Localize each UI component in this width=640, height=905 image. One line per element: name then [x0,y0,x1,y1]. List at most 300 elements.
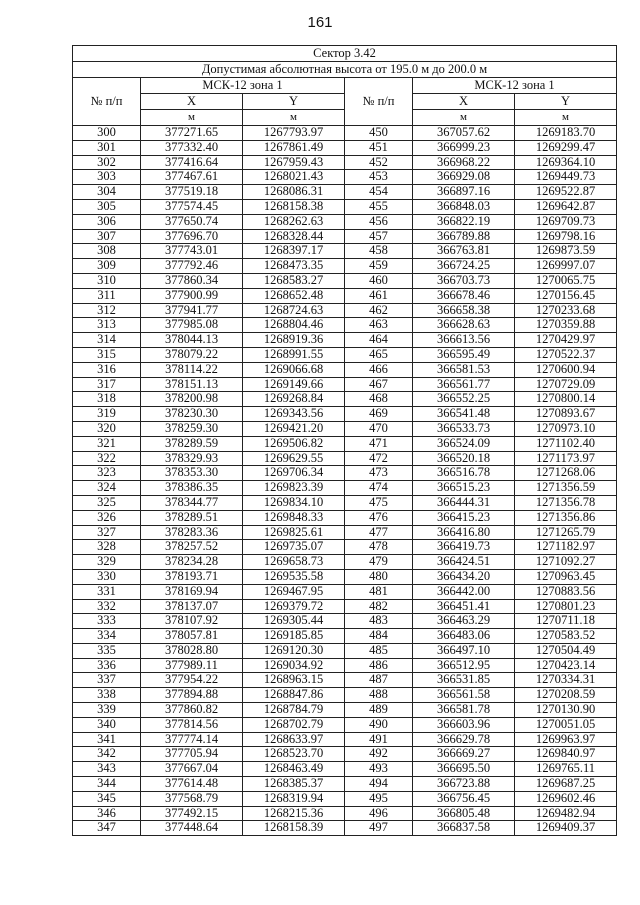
point-number-cell: 460 [345,273,413,288]
y-coordinate-cell: 1267861.49 [243,140,345,155]
point-number-cell: 329 [73,555,141,570]
unit-y-left: м [243,110,345,126]
table-row [73,244,617,259]
point-number-cell: 320 [73,421,141,436]
y-coordinate-cell: 1269840.97 [515,747,617,762]
y-coordinate-cell: 1268328.44 [243,229,345,244]
x-coordinate-cell: 377900.99 [141,288,243,303]
x-coordinate-cell: 366929.08 [413,170,515,185]
x-coordinate-cell: 378230.30 [141,407,243,422]
x-coordinate-cell: 378079.22 [141,347,243,362]
x-coordinate-cell: 377792.46 [141,259,243,274]
y-coordinate-cell: 1268633.97 [243,732,345,747]
x-coordinate-cell: 378353.30 [141,466,243,481]
point-number-cell: 490 [345,717,413,732]
table-row [73,762,617,777]
y-coordinate-cell: 1270711.18 [515,614,617,629]
sector-title: Сектор 3.42 [73,46,617,62]
x-coordinate-cell: 366497.10 [413,643,515,658]
point-number-cell: 476 [345,510,413,525]
y-coordinate-cell: 1268473.35 [243,259,345,274]
y-coordinate-cell: 1269149.66 [243,377,345,392]
y-coordinate-cell: 1271265.79 [515,525,617,540]
point-number-cell: 312 [73,303,141,318]
x-coordinate-cell: 377860.34 [141,273,243,288]
point-number-cell: 455 [345,199,413,214]
y-coordinate-cell: 1268784.79 [243,703,345,718]
y-coordinate-cell: 1267793.97 [243,126,345,141]
table-row [73,732,617,747]
point-number-cell: 344 [73,777,141,792]
x-coordinate-cell: 377860.82 [141,703,243,718]
point-number-cell: 484 [345,629,413,644]
y-coordinate-cell: 1269449.73 [515,170,617,185]
x-coordinate-cell: 366658.38 [413,303,515,318]
y-coordinate-cell: 1269658.73 [243,555,345,570]
y-coordinate-cell: 1268963.15 [243,673,345,688]
y-coordinate-cell: 1268158.38 [243,199,345,214]
x-coordinate-cell: 366516.78 [413,466,515,481]
y-coordinate-cell: 1268804.46 [243,318,345,333]
point-number-cell: 489 [345,703,413,718]
point-number-cell: 309 [73,259,141,274]
y-coordinate-cell: 1270051.05 [515,717,617,732]
x-coordinate-cell: 377650.74 [141,214,243,229]
x-coordinate-cell: 378289.59 [141,436,243,451]
x-coordinate-cell: 366434.20 [413,569,515,584]
x-coordinate-cell: 378234.28 [141,555,243,570]
table-row [73,140,617,155]
table-row [73,614,617,629]
y-coordinate-cell: 1270801.23 [515,599,617,614]
table-row [73,510,617,525]
point-number-cell: 478 [345,540,413,555]
table-row [73,569,617,584]
x-coordinate-cell: 366603.96 [413,717,515,732]
x-header-left: X [141,94,243,110]
x-coordinate-cell: 377774.14 [141,732,243,747]
coordinate-system-right: МСК-12 зона 1 [413,78,617,94]
point-number-cell: 319 [73,407,141,422]
point-number-cell: 467 [345,377,413,392]
point-number-cell: 456 [345,214,413,229]
x-coordinate-cell: 366541.48 [413,407,515,422]
x-coordinate-cell: 366415.23 [413,510,515,525]
y-coordinate-cell: 1269823.39 [243,481,345,496]
y-coordinate-cell: 1269706.34 [243,466,345,481]
x-coordinate-cell: 366561.77 [413,377,515,392]
x-coordinate-cell: 366442.00 [413,584,515,599]
x-coordinate-cell: 366848.03 [413,199,515,214]
y-coordinate-cell: 1269963.97 [515,732,617,747]
y-coordinate-cell: 1271356.59 [515,481,617,496]
point-number-cell: 324 [73,481,141,496]
table-row [73,717,617,732]
point-number-cell: 486 [345,658,413,673]
point-number-cell: 304 [73,185,141,200]
x-coordinate-cell: 378169.94 [141,584,243,599]
table-row [73,155,617,170]
table-row [73,436,617,451]
table-row [73,407,617,422]
row-number-header-right: № п/п [345,78,413,126]
x-coordinate-cell: 366897.16 [413,185,515,200]
y-coordinate-cell: 1269834.10 [243,495,345,510]
point-number-cell: 468 [345,392,413,407]
x-coordinate-cell: 366424.51 [413,555,515,570]
table-row [73,333,617,348]
x-coordinate-cell: 366763.81 [413,244,515,259]
y-coordinate-cell: 1271173.97 [515,451,617,466]
table-row [73,555,617,570]
point-number-cell: 474 [345,481,413,496]
y-coordinate-cell: 1271356.86 [515,510,617,525]
point-number-cell: 469 [345,407,413,422]
x-coordinate-cell: 366581.53 [413,362,515,377]
x-coordinate-cell: 366512.95 [413,658,515,673]
table-row [73,821,617,836]
y-coordinate-cell: 1269364.10 [515,155,617,170]
x-coordinate-cell: 366520.18 [413,451,515,466]
x-coordinate-cell: 366531.85 [413,673,515,688]
point-number-cell: 483 [345,614,413,629]
y-coordinate-cell: 1268847.86 [243,688,345,703]
x-coordinate-cell: 377492.15 [141,806,243,821]
point-number-cell: 337 [73,673,141,688]
x-coordinate-cell: 366629.78 [413,732,515,747]
x-coordinate-cell: 377332.40 [141,140,243,155]
x-coordinate-cell: 378137.07 [141,599,243,614]
table-body [73,126,617,836]
y-coordinate-cell: 1270423.14 [515,658,617,673]
y-coordinate-cell: 1269825.61 [243,525,345,540]
x-coordinate-cell: 377814.56 [141,717,243,732]
x-coordinate-cell: 366628.63 [413,318,515,333]
x-coordinate-cell: 378044.13 [141,333,243,348]
y-coordinate-cell: 1271092.27 [515,555,617,570]
point-number-cell: 495 [345,791,413,806]
table-row [73,599,617,614]
x-coordinate-cell: 377574.45 [141,199,243,214]
point-number-cell: 459 [345,259,413,274]
point-number-cell: 475 [345,495,413,510]
point-number-cell: 307 [73,229,141,244]
point-number-cell: 480 [345,569,413,584]
table-row [73,451,617,466]
y-coordinate-cell: 1268919.36 [243,333,345,348]
y-coordinate-cell: 1269482.94 [515,806,617,821]
x-coordinate-cell: 366695.50 [413,762,515,777]
x-coordinate-cell: 366595.49 [413,347,515,362]
point-number-cell: 477 [345,525,413,540]
point-number-cell: 458 [345,244,413,259]
y-coordinate-cell: 1270233.68 [515,303,617,318]
point-number-cell: 461 [345,288,413,303]
y-coordinate-cell: 1269687.25 [515,777,617,792]
table-row [73,629,617,644]
table-row [73,540,617,555]
point-number-cell: 451 [345,140,413,155]
y-coordinate-cell: 1270973.10 [515,421,617,436]
point-number-cell: 487 [345,673,413,688]
point-number-cell: 450 [345,126,413,141]
table-row [73,362,617,377]
y-header-right: Y [515,94,617,110]
point-number-cell: 325 [73,495,141,510]
x-coordinate-cell: 367057.62 [413,126,515,141]
point-number-cell: 463 [345,318,413,333]
point-number-cell: 311 [73,288,141,303]
point-number-cell: 308 [73,244,141,259]
x-coordinate-cell: 377448.64 [141,821,243,836]
point-number-cell: 332 [73,599,141,614]
x-coordinate-cell: 366999.23 [413,140,515,155]
unit-y-right: м [515,110,617,126]
point-number-cell: 336 [73,658,141,673]
point-number-cell: 496 [345,806,413,821]
point-number-cell: 473 [345,466,413,481]
y-coordinate-cell: 1268385.37 [243,777,345,792]
x-coordinate-cell: 366723.88 [413,777,515,792]
x-coordinate-cell: 366419.73 [413,540,515,555]
unit-x-right: м [413,110,515,126]
x-coordinate-cell: 378344.77 [141,495,243,510]
point-number-cell: 472 [345,451,413,466]
x-coordinate-cell: 366552.25 [413,392,515,407]
table-row [73,377,617,392]
y-coordinate-cell: 1269268.84 [243,392,345,407]
x-coordinate-cell: 366613.56 [413,333,515,348]
y-coordinate-cell: 1271102.40 [515,436,617,451]
table-row [73,643,617,658]
point-number-cell: 343 [73,762,141,777]
x-coordinate-cell: 366444.31 [413,495,515,510]
x-coordinate-cell: 366483.06 [413,629,515,644]
y-coordinate-cell: 1270208.59 [515,688,617,703]
point-number-cell: 334 [73,629,141,644]
point-number-cell: 481 [345,584,413,599]
x-coordinate-cell: 377989.11 [141,658,243,673]
point-number-cell: 465 [345,347,413,362]
table-row [73,658,617,673]
y-coordinate-cell: 1268021.43 [243,170,345,185]
table-row [73,466,617,481]
table-row [73,259,617,274]
y-coordinate-cell: 1269034.92 [243,658,345,673]
y-coordinate-cell: 1271356.78 [515,495,617,510]
table-row [73,688,617,703]
point-number-cell: 301 [73,140,141,155]
point-number-cell: 302 [73,155,141,170]
table-row [73,318,617,333]
point-number-cell: 314 [73,333,141,348]
table-row [73,495,617,510]
y-coordinate-cell: 1271182.97 [515,540,617,555]
y-coordinate-cell: 1269299.47 [515,140,617,155]
y-coordinate-cell: 1267959.43 [243,155,345,170]
coordinates-table [72,45,617,836]
table-row [73,288,617,303]
y-coordinate-cell: 1271268.06 [515,466,617,481]
y-coordinate-cell: 1270800.14 [515,392,617,407]
point-number-cell: 328 [73,540,141,555]
y-coordinate-cell: 1269185.85 [243,629,345,644]
x-coordinate-cell: 377271.65 [141,126,243,141]
table-row [73,703,617,718]
x-coordinate-cell: 378107.92 [141,614,243,629]
y-coordinate-cell: 1269873.59 [515,244,617,259]
table-row [73,673,617,688]
y-coordinate-cell: 1269848.33 [243,510,345,525]
y-coordinate-cell: 1268991.55 [243,347,345,362]
table-row [73,185,617,200]
point-number-cell: 327 [73,525,141,540]
y-coordinate-cell: 1269629.55 [243,451,345,466]
x-coordinate-cell: 366581.78 [413,703,515,718]
x-coordinate-cell: 366533.73 [413,421,515,436]
y-coordinate-cell: 1268523.70 [243,747,345,762]
y-coordinate-cell: 1270963.45 [515,569,617,584]
y-coordinate-cell: 1270522.37 [515,347,617,362]
y-coordinate-cell: 1268463.49 [243,762,345,777]
y-coordinate-cell: 1270600.94 [515,362,617,377]
point-number-cell: 306 [73,214,141,229]
y-coordinate-cell: 1270334.31 [515,673,617,688]
y-coordinate-cell: 1270504.49 [515,643,617,658]
y-coordinate-cell: 1269535.58 [243,569,345,584]
table-row [73,525,617,540]
x-coordinate-cell: 378151.13 [141,377,243,392]
y-coordinate-cell: 1269379.72 [243,599,345,614]
x-coordinate-cell: 378057.81 [141,629,243,644]
y-coordinate-cell: 1269120.30 [243,643,345,658]
point-number-cell: 457 [345,229,413,244]
point-number-cell: 323 [73,466,141,481]
point-number-cell: 322 [73,451,141,466]
point-number-cell: 335 [73,643,141,658]
y-coordinate-cell: 1268652.48 [243,288,345,303]
y-coordinate-cell: 1269997.07 [515,259,617,274]
y-coordinate-cell: 1269183.70 [515,126,617,141]
point-number-cell: 321 [73,436,141,451]
point-number-cell: 346 [73,806,141,821]
point-number-cell: 303 [73,170,141,185]
table-row [73,584,617,599]
point-number-cell: 317 [73,377,141,392]
x-coordinate-cell: 377743.01 [141,244,243,259]
table-row [73,273,617,288]
y-coordinate-cell: 1269409.37 [515,821,617,836]
table-row [73,126,617,141]
y-coordinate-cell: 1270156.45 [515,288,617,303]
x-coordinate-cell: 366561.58 [413,688,515,703]
x-coordinate-cell: 377954.22 [141,673,243,688]
point-number-cell: 310 [73,273,141,288]
x-coordinate-cell: 366703.73 [413,273,515,288]
x-coordinate-cell: 366463.29 [413,614,515,629]
y-coordinate-cell: 1268397.17 [243,244,345,259]
x-coordinate-cell: 378283.36 [141,525,243,540]
y-coordinate-cell: 1270583.52 [515,629,617,644]
x-coordinate-cell: 378289.51 [141,510,243,525]
x-coordinate-cell: 366416.80 [413,525,515,540]
point-number-cell: 341 [73,732,141,747]
x-coordinate-cell: 378114.22 [141,362,243,377]
unit-x-left: м [141,110,243,126]
point-number-cell: 492 [345,747,413,762]
x-coordinate-cell: 366968.22 [413,155,515,170]
y-coordinate-cell: 1269765.11 [515,762,617,777]
point-number-cell: 471 [345,436,413,451]
table-row [73,392,617,407]
x-coordinate-cell: 378028.80 [141,643,243,658]
x-coordinate-cell: 377416.64 [141,155,243,170]
coordinate-system-left: МСК-12 зона 1 [141,78,345,94]
x-coordinate-cell: 378259.30 [141,421,243,436]
x-coordinate-cell: 366805.48 [413,806,515,821]
y-coordinate-cell: 1268702.79 [243,717,345,732]
point-number-cell: 313 [73,318,141,333]
point-number-cell: 453 [345,170,413,185]
x-coordinate-cell: 366451.41 [413,599,515,614]
y-coordinate-cell: 1270130.90 [515,703,617,718]
x-coordinate-cell: 377894.88 [141,688,243,703]
point-number-cell: 482 [345,599,413,614]
table-row [73,747,617,762]
table-row [73,791,617,806]
point-number-cell: 493 [345,762,413,777]
point-number-cell: 497 [345,821,413,836]
x-coordinate-cell: 378386.35 [141,481,243,496]
y-header-left: Y [243,94,345,110]
table-row [73,229,617,244]
y-coordinate-cell: 1269735.07 [243,540,345,555]
table-row [73,421,617,436]
x-coordinate-cell: 377614.48 [141,777,243,792]
point-number-cell: 462 [345,303,413,318]
table-row [73,777,617,792]
x-coordinate-cell: 377985.08 [141,318,243,333]
x-coordinate-cell: 366524.09 [413,436,515,451]
point-number-cell: 466 [345,362,413,377]
y-coordinate-cell: 1268724.63 [243,303,345,318]
point-number-cell: 342 [73,747,141,762]
y-coordinate-cell: 1270429.97 [515,333,617,348]
y-coordinate-cell: 1268215.36 [243,806,345,821]
point-number-cell: 330 [73,569,141,584]
table-row [73,481,617,496]
point-number-cell: 347 [73,821,141,836]
x-coordinate-cell: 378200.98 [141,392,243,407]
y-coordinate-cell: 1269506.82 [243,436,345,451]
table-row [73,303,617,318]
table-row [73,170,617,185]
y-coordinate-cell: 1268086.31 [243,185,345,200]
x-coordinate-cell: 377667.04 [141,762,243,777]
x-coordinate-cell: 378193.71 [141,569,243,584]
y-coordinate-cell: 1270359.88 [515,318,617,333]
y-coordinate-cell: 1269709.73 [515,214,617,229]
y-coordinate-cell: 1269343.56 [243,407,345,422]
x-coordinate-cell: 366724.25 [413,259,515,274]
x-coordinate-cell: 366837.58 [413,821,515,836]
y-coordinate-cell: 1270883.56 [515,584,617,599]
point-number-cell: 488 [345,688,413,703]
point-number-cell: 338 [73,688,141,703]
row-number-header-left: № п/п [73,78,141,126]
x-coordinate-cell: 366678.46 [413,288,515,303]
x-header-right: X [413,94,515,110]
